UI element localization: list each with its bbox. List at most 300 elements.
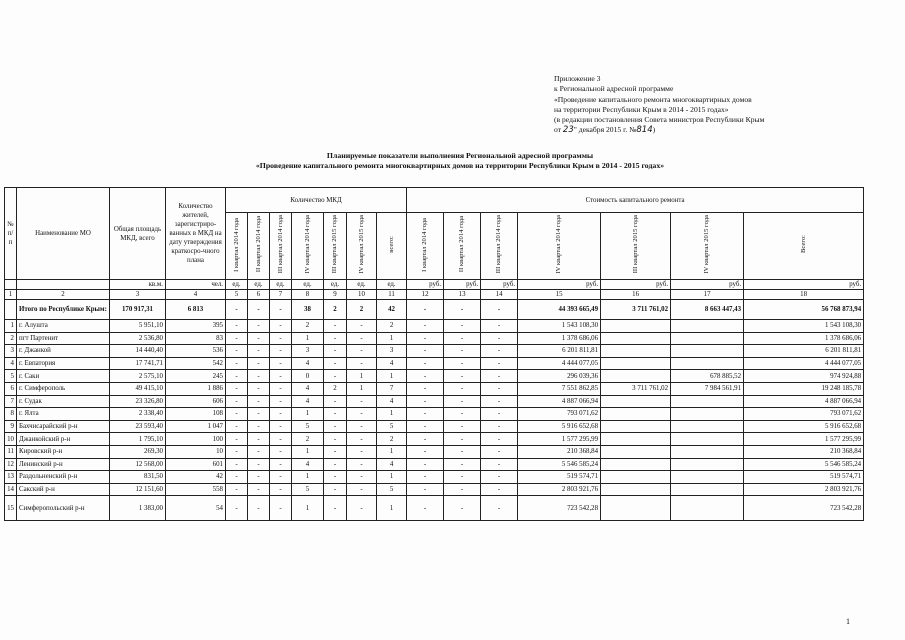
table-cell: 2 575,10 bbox=[110, 370, 166, 383]
table-cell: - bbox=[444, 496, 481, 521]
table-cell: 42 bbox=[166, 471, 226, 484]
total-cell: 8 663 447,43 bbox=[671, 300, 744, 320]
table-cell bbox=[671, 408, 744, 421]
table-cell: 1 bbox=[292, 408, 324, 421]
table-cell: - bbox=[481, 445, 518, 458]
table-cell: - bbox=[270, 370, 292, 383]
table-cell: 1 bbox=[377, 408, 407, 421]
table-cell: - bbox=[481, 345, 518, 358]
table-cell: 12 151,60 bbox=[110, 483, 166, 496]
column-number: 17 bbox=[671, 290, 744, 300]
table-cell bbox=[671, 320, 744, 333]
table-row bbox=[5, 433, 864, 446]
table-cell bbox=[601, 408, 671, 421]
table-cell: 7 bbox=[5, 395, 17, 408]
unit-cell: ед. bbox=[292, 280, 324, 290]
table-cell: 3 bbox=[377, 345, 407, 358]
table-cell: 49 415,10 bbox=[110, 382, 166, 395]
table-cell: 54 bbox=[166, 496, 226, 521]
table-cell: - bbox=[324, 408, 347, 421]
table-cell: - bbox=[444, 345, 481, 358]
table-cell: - bbox=[324, 433, 347, 446]
table-cell: 5 546 585,24 bbox=[518, 458, 601, 471]
table-row bbox=[5, 471, 864, 484]
table-cell: г. Саки bbox=[17, 370, 110, 383]
handwritten-day: 23 bbox=[562, 125, 574, 136]
table-cell: - bbox=[481, 471, 518, 484]
appendix-date-line: от 23" декабря 2015 г. №814) bbox=[554, 125, 656, 136]
table-cell: - bbox=[270, 408, 292, 421]
table-cell: Кировский р-н bbox=[17, 445, 110, 458]
quarter-header bbox=[248, 213, 270, 280]
table-cell: - bbox=[270, 433, 292, 446]
table-cell: 2 bbox=[292, 433, 324, 446]
table-cell: 2 536,80 bbox=[110, 332, 166, 345]
table-cell: 296 039,36 bbox=[518, 370, 601, 383]
date-prefix: от bbox=[554, 125, 562, 135]
table-cell: - bbox=[444, 408, 481, 421]
table-cell: - bbox=[347, 345, 377, 358]
title-line: «Проведение капитального ремонта многоквартирных домов на территории Республики Крым в 2014 - 2015 годах» bbox=[255, 161, 665, 170]
table-cell: - bbox=[347, 420, 377, 433]
table-cell: 12 bbox=[5, 458, 17, 471]
table-cell: 4 887 066,94 bbox=[744, 395, 864, 408]
table-cell: 5 bbox=[377, 420, 407, 433]
table-cell bbox=[601, 320, 671, 333]
table-cell bbox=[601, 370, 671, 383]
table-cell: - bbox=[270, 395, 292, 408]
table-cell: 5 916 652,68 bbox=[744, 420, 864, 433]
quarter-label: IV квартал 2014 года bbox=[303, 215, 311, 274]
table-cell: 6 201 811,81 bbox=[518, 345, 601, 358]
table-cell: Джанкойский р-н bbox=[17, 433, 110, 446]
cost-quarter-header bbox=[744, 213, 864, 280]
table-cell: 2 803 921,76 bbox=[518, 483, 601, 496]
total-cell: 6 813 bbox=[166, 300, 226, 320]
table-cell: - bbox=[248, 471, 270, 484]
table-cell: 1 bbox=[5, 320, 17, 333]
table-cell: 606 bbox=[166, 395, 226, 408]
table-cell: 2 bbox=[377, 433, 407, 446]
total-cell: - bbox=[407, 300, 444, 320]
quarter-label: II квартал 2014 года bbox=[254, 216, 262, 273]
unit-cell: чел. bbox=[166, 280, 226, 290]
table-cell: - bbox=[226, 445, 248, 458]
table-cell: - bbox=[248, 445, 270, 458]
table-cell: - bbox=[481, 332, 518, 345]
table-cell: 11 bbox=[5, 445, 17, 458]
table-cell: 395 bbox=[166, 320, 226, 333]
table-cell: 1 383,00 bbox=[110, 496, 166, 521]
cost-quarter-header bbox=[407, 213, 444, 280]
table-cell bbox=[601, 395, 671, 408]
table-cell: 1 bbox=[292, 445, 324, 458]
table-cell: 6 201 811,81 bbox=[744, 345, 864, 358]
handwritten-number: 814 bbox=[636, 125, 653, 136]
table-cell: - bbox=[226, 458, 248, 471]
table-cell: - bbox=[407, 395, 444, 408]
cost-quarter-label: IV квартал 2014 года bbox=[555, 215, 563, 274]
table-cell: - bbox=[407, 458, 444, 471]
table-cell: - bbox=[226, 357, 248, 370]
table-cell: 678 885,52 bbox=[671, 370, 744, 383]
header-cost-group: Стоимость капитального ремонта bbox=[407, 188, 864, 213]
table-cell: - bbox=[226, 433, 248, 446]
table-cell: Ленинский р-н bbox=[17, 458, 110, 471]
table-cell bbox=[601, 357, 671, 370]
quarter-header bbox=[347, 213, 377, 280]
unit-row bbox=[5, 280, 864, 290]
table-cell: - bbox=[270, 382, 292, 395]
table-row bbox=[5, 345, 864, 358]
table-row bbox=[5, 445, 864, 458]
table-cell: 1 378 686,06 bbox=[518, 332, 601, 345]
table-cell: Сакский р-н bbox=[17, 483, 110, 496]
table-cell bbox=[601, 332, 671, 345]
table-cell: - bbox=[407, 382, 444, 395]
table-cell: 23 326,80 bbox=[110, 395, 166, 408]
table-cell: - bbox=[324, 345, 347, 358]
table-cell: 8 bbox=[5, 408, 17, 421]
table-cell: 12 568,00 bbox=[110, 458, 166, 471]
table-cell: - bbox=[407, 433, 444, 446]
table-cell bbox=[601, 483, 671, 496]
table-cell: 4 444 077,05 bbox=[518, 357, 601, 370]
table-cell: - bbox=[226, 382, 248, 395]
table-cell: - bbox=[444, 445, 481, 458]
table-cell bbox=[671, 496, 744, 521]
table-cell: - bbox=[481, 382, 518, 395]
column-number-row bbox=[5, 290, 864, 300]
table-row bbox=[5, 332, 864, 345]
unit-cell bbox=[5, 280, 17, 290]
table-cell: - bbox=[248, 483, 270, 496]
appendix-line: Приложение 3 bbox=[554, 74, 601, 83]
table-cell: 4 bbox=[292, 382, 324, 395]
unit-cell: руб. bbox=[601, 280, 671, 290]
table-cell: 210 368,84 bbox=[518, 445, 601, 458]
table-cell: - bbox=[324, 496, 347, 521]
table-cell: - bbox=[248, 458, 270, 471]
table-cell: - bbox=[407, 420, 444, 433]
table-cell: 793 071,62 bbox=[744, 408, 864, 421]
total-cell: 2 bbox=[324, 300, 347, 320]
table-cell: - bbox=[248, 395, 270, 408]
table-cell: - bbox=[248, 382, 270, 395]
table-cell: - bbox=[444, 332, 481, 345]
table-cell: - bbox=[324, 357, 347, 370]
table-cell: - bbox=[481, 458, 518, 471]
table-cell: - bbox=[444, 458, 481, 471]
table-cell: 5 546 585,24 bbox=[744, 458, 864, 471]
table-cell: 536 bbox=[166, 345, 226, 358]
table-cell: 83 bbox=[166, 332, 226, 345]
cost-quarter-label: I квартал 2014 года bbox=[421, 217, 429, 272]
table-cell: - bbox=[270, 332, 292, 345]
table-cell: 1 bbox=[347, 370, 377, 383]
unit-cell: ед. bbox=[270, 280, 292, 290]
cost-quarter-header bbox=[601, 213, 671, 280]
table-row bbox=[5, 320, 864, 333]
total-cell: - bbox=[248, 300, 270, 320]
column-number: 12 bbox=[407, 290, 444, 300]
title-line: Планируемые показатели выполнения Региональной адресной программы bbox=[326, 151, 594, 160]
table-cell: 0 bbox=[292, 370, 324, 383]
date-middle: " декабря 2015 г. № bbox=[573, 125, 637, 135]
total-cell: 38 bbox=[292, 300, 324, 320]
table-cell: - bbox=[270, 471, 292, 484]
table-cell: - bbox=[407, 332, 444, 345]
quarter-header bbox=[226, 213, 248, 280]
table-cell bbox=[601, 433, 671, 446]
table-cell: - bbox=[407, 483, 444, 496]
table-cell: 9 bbox=[5, 420, 17, 433]
total-num bbox=[5, 300, 17, 320]
table-cell: 1 bbox=[292, 471, 324, 484]
table-cell bbox=[671, 471, 744, 484]
column-number: 9 bbox=[324, 290, 347, 300]
table-cell bbox=[671, 458, 744, 471]
table-cell: - bbox=[444, 370, 481, 383]
table-cell: - bbox=[226, 471, 248, 484]
quarter-label: всего: bbox=[387, 236, 395, 253]
table-cell: - bbox=[324, 445, 347, 458]
table-cell: 17 741,71 bbox=[110, 357, 166, 370]
table-cell bbox=[601, 471, 671, 484]
header-num: № п/п bbox=[5, 188, 17, 280]
table-cell: 245 bbox=[166, 370, 226, 383]
total-cell: - bbox=[481, 300, 518, 320]
table-cell: - bbox=[270, 357, 292, 370]
table-cell: - bbox=[481, 370, 518, 383]
table-cell: - bbox=[226, 370, 248, 383]
table-cell: 1 bbox=[292, 496, 324, 521]
cost-quarter-label: II квартал 2014 года bbox=[458, 216, 466, 273]
table-cell bbox=[671, 345, 744, 358]
table-cell: 793 071,62 bbox=[518, 408, 601, 421]
table-cell: 2 bbox=[377, 320, 407, 333]
table-cell: Бахчисарайский р-н bbox=[17, 420, 110, 433]
unit-cell: руб. bbox=[444, 280, 481, 290]
header-name: Наименование МО bbox=[17, 188, 110, 280]
table-cell: 1 378 686,06 bbox=[744, 332, 864, 345]
table-cell: 1 bbox=[377, 370, 407, 383]
table-cell: Симферопольский р-н bbox=[17, 496, 110, 521]
table-cell: 4 887 066,94 bbox=[518, 395, 601, 408]
table-cell: - bbox=[226, 496, 248, 521]
table-row bbox=[5, 395, 864, 408]
table-cell bbox=[671, 483, 744, 496]
column-number: 5 bbox=[226, 290, 248, 300]
column-number: 16 bbox=[601, 290, 671, 300]
total-cell: - bbox=[270, 300, 292, 320]
table-cell: 1 bbox=[347, 382, 377, 395]
table-cell: - bbox=[444, 357, 481, 370]
table-cell: - bbox=[444, 483, 481, 496]
table-cell: - bbox=[324, 370, 347, 383]
table-cell: 1 bbox=[377, 445, 407, 458]
table-cell: - bbox=[324, 483, 347, 496]
cost-quarter-label: III квартал 2015 года bbox=[631, 215, 639, 274]
table-cell: - bbox=[248, 408, 270, 421]
table-cell: - bbox=[347, 471, 377, 484]
table-cell: 5 951,10 bbox=[110, 320, 166, 333]
unit-cell: ед. bbox=[347, 280, 377, 290]
table-cell: 6 bbox=[5, 382, 17, 395]
table-cell: - bbox=[226, 395, 248, 408]
table-cell: - bbox=[324, 332, 347, 345]
table-cell: - bbox=[407, 370, 444, 383]
table-cell: - bbox=[347, 408, 377, 421]
appendix-line: к Региональной адресной программе bbox=[554, 84, 674, 94]
table-cell: 1 543 108,30 bbox=[518, 320, 601, 333]
unit-cell: ед. bbox=[248, 280, 270, 290]
table-cell bbox=[671, 357, 744, 370]
total-cell: 42 bbox=[377, 300, 407, 320]
table-cell: - bbox=[444, 433, 481, 446]
table-cell: - bbox=[347, 496, 377, 521]
table-cell: 4 bbox=[5, 357, 17, 370]
table-cell: - bbox=[407, 445, 444, 458]
table-cell: 3 bbox=[292, 345, 324, 358]
unit-cell: руб. bbox=[671, 280, 744, 290]
unit-cell: руб. bbox=[518, 280, 601, 290]
total-cell: 170 917,31 bbox=[110, 300, 166, 320]
table-cell: - bbox=[324, 320, 347, 333]
unit-cell: руб. bbox=[744, 280, 864, 290]
table-cell: г. Алушта bbox=[17, 320, 110, 333]
table-cell: - bbox=[444, 382, 481, 395]
unit-cell: ед. bbox=[226, 280, 248, 290]
table-cell: - bbox=[226, 332, 248, 345]
table-cell: - bbox=[407, 320, 444, 333]
cost-quarter-header bbox=[444, 213, 481, 280]
table-cell: - bbox=[481, 320, 518, 333]
table-cell: - bbox=[481, 420, 518, 433]
unit-cell: ед. bbox=[324, 280, 347, 290]
table-cell: - bbox=[444, 395, 481, 408]
table-row bbox=[5, 408, 864, 421]
table-cell: пгт Партенит bbox=[17, 332, 110, 345]
column-number: 2 bbox=[17, 290, 110, 300]
total-name: Итого по Республике Крым: bbox=[17, 300, 110, 320]
column-number: 11 bbox=[377, 290, 407, 300]
table-cell: 108 bbox=[166, 408, 226, 421]
table-cell: 831,50 bbox=[110, 471, 166, 484]
table-cell: 4 bbox=[377, 458, 407, 471]
total-cell: - bbox=[444, 300, 481, 320]
table-cell: 2 bbox=[292, 320, 324, 333]
column-number: 1 bbox=[5, 290, 17, 300]
table-cell: 723 542,28 bbox=[518, 496, 601, 521]
table-row bbox=[5, 458, 864, 471]
appendix-line: (в редакции постановления Совета министров Республики Крым bbox=[554, 115, 765, 125]
table-cell: - bbox=[481, 357, 518, 370]
table-cell: 1 886 bbox=[166, 382, 226, 395]
header-count-group: Количество МКД bbox=[226, 188, 407, 213]
table-cell: г. Симферополь bbox=[17, 382, 110, 395]
table-cell: 5 bbox=[5, 370, 17, 383]
table-cell: 542 bbox=[166, 357, 226, 370]
table-cell bbox=[671, 433, 744, 446]
table-cell: г. Судак bbox=[17, 395, 110, 408]
table-cell bbox=[601, 420, 671, 433]
table-cell: 5 bbox=[292, 483, 324, 496]
table-cell: 558 bbox=[166, 483, 226, 496]
unit-cell: кв.м. bbox=[110, 280, 166, 290]
table-cell: - bbox=[226, 420, 248, 433]
table-cell: г. Джанкой bbox=[17, 345, 110, 358]
cost-quarter-label: III квартал 2014 года bbox=[495, 215, 503, 274]
table-cell: 1 047 bbox=[166, 420, 226, 433]
table-cell: 15 bbox=[5, 496, 17, 521]
table-cell: 3 bbox=[5, 345, 17, 358]
table-cell: 601 bbox=[166, 458, 226, 471]
table-cell: - bbox=[270, 445, 292, 458]
table-cell: 4 444 077,05 bbox=[744, 357, 864, 370]
table-cell: - bbox=[444, 420, 481, 433]
table-cell: 2 bbox=[5, 332, 17, 345]
table-cell: 519 574,71 bbox=[518, 471, 601, 484]
table-cell: 4 bbox=[292, 458, 324, 471]
table-row bbox=[5, 483, 864, 496]
table-cell: 13 bbox=[5, 471, 17, 484]
table-cell: - bbox=[407, 345, 444, 358]
column-number: 7 bbox=[270, 290, 292, 300]
table-cell: 14 440,40 bbox=[110, 345, 166, 358]
table-cell: - bbox=[444, 471, 481, 484]
table-cell: г. Евпатория bbox=[17, 357, 110, 370]
table-cell: 14 bbox=[5, 483, 17, 496]
table-cell: 2 803 921,76 bbox=[744, 483, 864, 496]
table-cell: 1 bbox=[377, 471, 407, 484]
total-cell: 44 393 665,49 bbox=[518, 300, 601, 320]
total-cell: 2 bbox=[347, 300, 377, 320]
document-title bbox=[150, 151, 770, 171]
table-cell: - bbox=[347, 320, 377, 333]
table-cell: 5 bbox=[377, 483, 407, 496]
table-cell: 1 bbox=[377, 496, 407, 521]
table-cell: 7 bbox=[377, 382, 407, 395]
table-cell bbox=[671, 420, 744, 433]
table-cell: 10 bbox=[5, 433, 17, 446]
table-cell: 100 bbox=[166, 433, 226, 446]
table-cell: 1 543 108,30 bbox=[744, 320, 864, 333]
column-number: 4 bbox=[166, 290, 226, 300]
table-cell: 4 bbox=[292, 395, 324, 408]
table-cell: - bbox=[248, 332, 270, 345]
table-cell: - bbox=[270, 483, 292, 496]
table-cell: - bbox=[226, 408, 248, 421]
table-cell: 519 574,71 bbox=[744, 471, 864, 484]
table-cell: - bbox=[324, 471, 347, 484]
total-cell: - bbox=[226, 300, 248, 320]
total-cell: 3 711 761,02 bbox=[601, 300, 671, 320]
appendix-line: «Проведение капитального ремонта многоквартирных домов bbox=[554, 94, 752, 104]
table-cell: 974 924,88 bbox=[744, 370, 864, 383]
unit-cell: руб. bbox=[481, 280, 518, 290]
table-cell: - bbox=[324, 458, 347, 471]
table-cell: 5 916 652,68 bbox=[518, 420, 601, 433]
table-cell: 2 338,40 bbox=[110, 408, 166, 421]
table-cell: - bbox=[347, 332, 377, 345]
table-cell: 1 bbox=[377, 332, 407, 345]
table-cell: - bbox=[270, 496, 292, 521]
total-cell: 56 768 873,94 bbox=[744, 300, 864, 320]
unit-cell: руб. bbox=[407, 280, 444, 290]
appendix-line: на территории Республики Крым в 2014 - 2015 годах» bbox=[554, 104, 729, 114]
table-cell: - bbox=[407, 496, 444, 521]
